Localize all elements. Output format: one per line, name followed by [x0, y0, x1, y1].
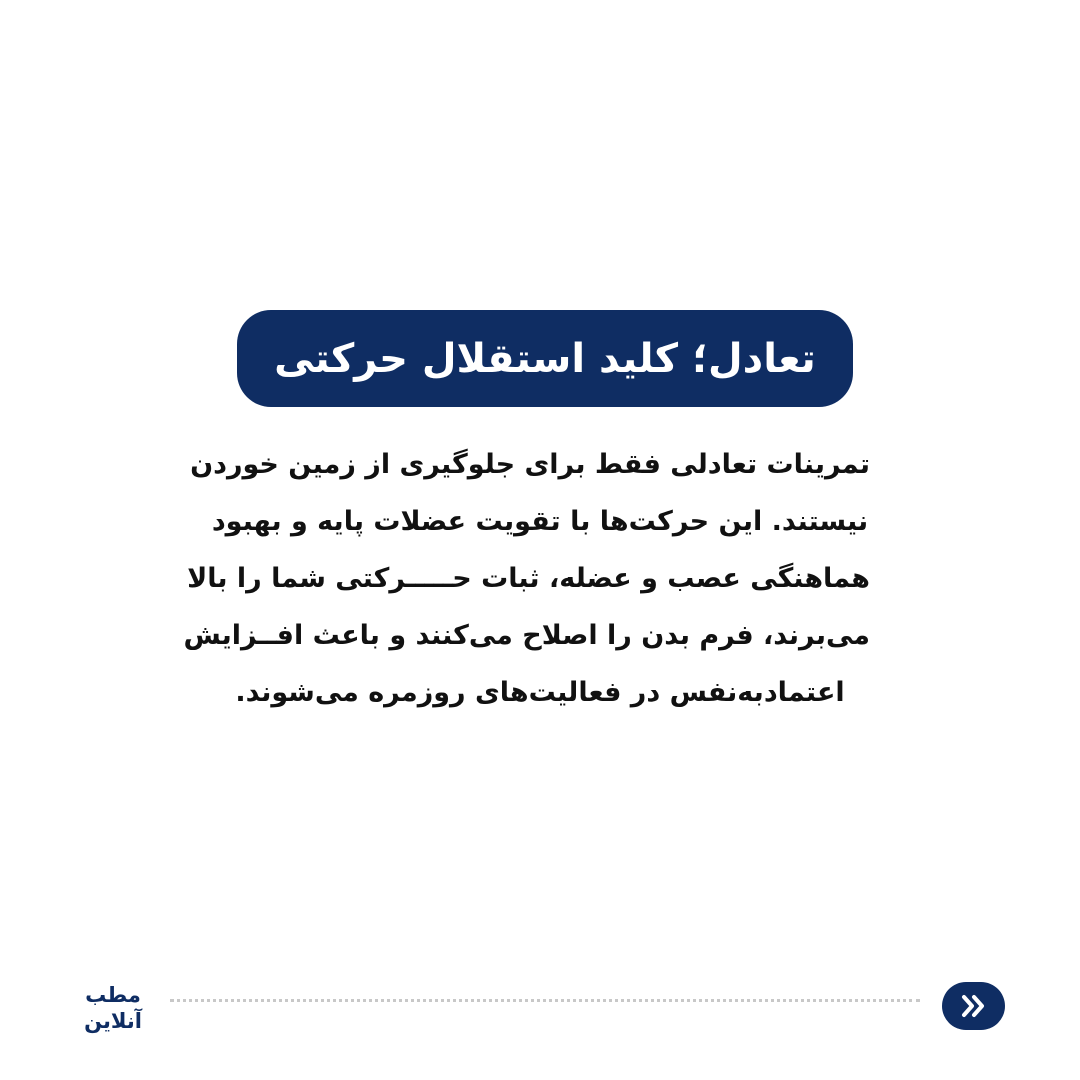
body-line: هماهنگی عصب و عضله، ثبات حـــــرکتی شما را بالا: [187, 563, 870, 594]
brand-logo-line-1: مطب: [85, 983, 141, 1007]
body-paragraph: [183, 436, 870, 721]
double-chevron-right-icon: [960, 994, 988, 1018]
title-banner: [237, 310, 853, 407]
body-line: اعتمادبه‌نفس در فعالیت‌های روزمره می‌شوند.: [235, 677, 845, 708]
body-line: می‌برند، فرم بدن را اصلاح می‌کنند و باعث افــزایش: [183, 620, 870, 651]
body-line: نیستند. این حرکت‌ها با تقویت عضلات پایه و بهبود: [211, 506, 869, 537]
brand-logo: [78, 982, 148, 1042]
next-button[interactable]: [942, 982, 1005, 1030]
dotted-divider: [170, 999, 920, 1002]
body-line: تمرینات تعادلی فقط برای جلوگیری از زمین خوردن: [190, 449, 870, 480]
brand-logo-line-2: آنلاین: [84, 1009, 142, 1033]
page-title: تعادل؛ کلید استقلال حرکتی: [274, 335, 816, 382]
